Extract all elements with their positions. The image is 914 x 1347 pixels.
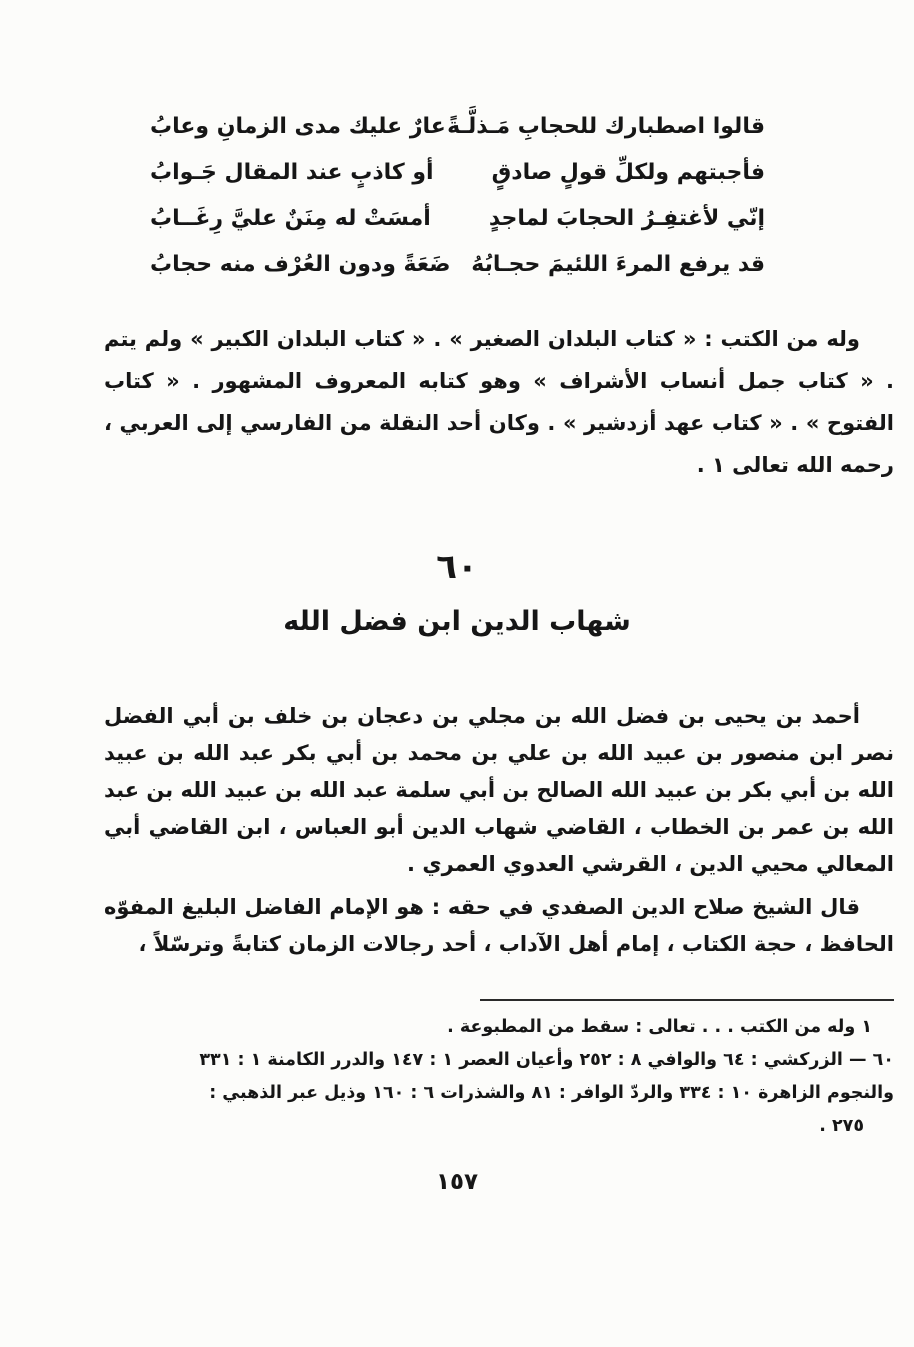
poem-verse bbox=[150, 196, 765, 242]
poem-verse bbox=[150, 242, 765, 288]
footnote-line: ٢٧٥ . bbox=[819, 1116, 864, 1136]
hemistich-second: عارٌ عليك مدى الزمانِ وعابُ bbox=[150, 114, 446, 139]
footnote-separator bbox=[480, 999, 894, 1001]
footnotes-block bbox=[104, 1011, 894, 1143]
hemistich-first: فأجبتهم ولكلِّ قولٍ صادقٍ bbox=[491, 160, 765, 185]
hemistich-first: قد يرفع المرءَ اللئيمَ حجـابُهُ bbox=[471, 252, 765, 277]
poem-verse bbox=[150, 104, 765, 150]
hemistich-first: قالوا اصطبارك للحجابِ مَـذلَّـةً bbox=[447, 114, 765, 139]
books-paragraph: وله من الكتب : « كتاب البلدان الصغير » . « كتاب البلدان الكبير » ولم يتم . « كتاب جمل أنساب الأشراف » وهو كتابه المعروف المشهور . « كتاب الفتوح » . « كتاب عهد أزدشير » . وكان أحد النقلة من الفارسي إلى العربي ، رحمه الله تعالى ١ . bbox=[104, 327, 894, 477]
biography-lineage-paragraph: أحمد بن يحيى بن فضل الله بن مجلي بن دعجان بن خلف بن أبي الفضل نصر ابن منصور بن عبيد الله بن علي بن محمد بن أبي بكر عبد الله بن عبيد الله بن أبي بكر بن عبيد الله الصالح بن أبي سلمة عبد الله بن عبيد الله بن عبد الله بن عمر بن الخطاب ، القاضي شهاب الدين أبو العباس ، ابن القاضي أبي المعالي محيي الدين ، القرشي العدوي العمري . bbox=[104, 704, 894, 876]
footnote-line: ٦٠ — الزركشي : ٦٤ والوافي ٨ : ٢٥٢ وأعيان العصر ١ : ١٤٧ والدرر الكامنة ١ : ٣٣١ bbox=[199, 1050, 894, 1070]
biography-quote-paragraph: قال الشيخ صلاح الدين الصفدي في حقه : هو الإمام الفاضل البليغ المفوّه الحافظ ، حجة الكتاب ، إمام أهل الآداب ، أحد رجالات الزمان كتابةً وترسّلاً ، bbox=[104, 895, 894, 956]
poem-block bbox=[150, 104, 765, 288]
poem-verse bbox=[150, 150, 765, 196]
footnote-line: والنجوم الزاهرة ١٠ : ٣٣٤ والردّ الوافر : ٨١ والشذرات ٦ : ١٦٠ وذيل عبر الذهبي : bbox=[209, 1083, 894, 1103]
hemistich-second: أو كاذبٍ عند المقال جَـوابُ bbox=[150, 160, 434, 185]
hemistich-first: إنّي لأغتفِـرُ الحجابَ لماجدٍ bbox=[488, 206, 765, 231]
section-number: ٦٠ bbox=[436, 547, 478, 587]
footnote-line: ١ وله من الكتب . . . تعالى : سقط من المطبوعة . bbox=[447, 1017, 872, 1037]
hemistich-second: ضَعَةً ودون العُرْف منه حجابُ bbox=[150, 252, 451, 277]
page-number: ١٥٧ bbox=[435, 1169, 479, 1195]
section-title: شهاب الدين ابن فضل الله bbox=[283, 606, 631, 637]
hemistich-second: أمسَتْ له مِنَنٌ عليَّ رِغَــابُ bbox=[150, 206, 431, 231]
